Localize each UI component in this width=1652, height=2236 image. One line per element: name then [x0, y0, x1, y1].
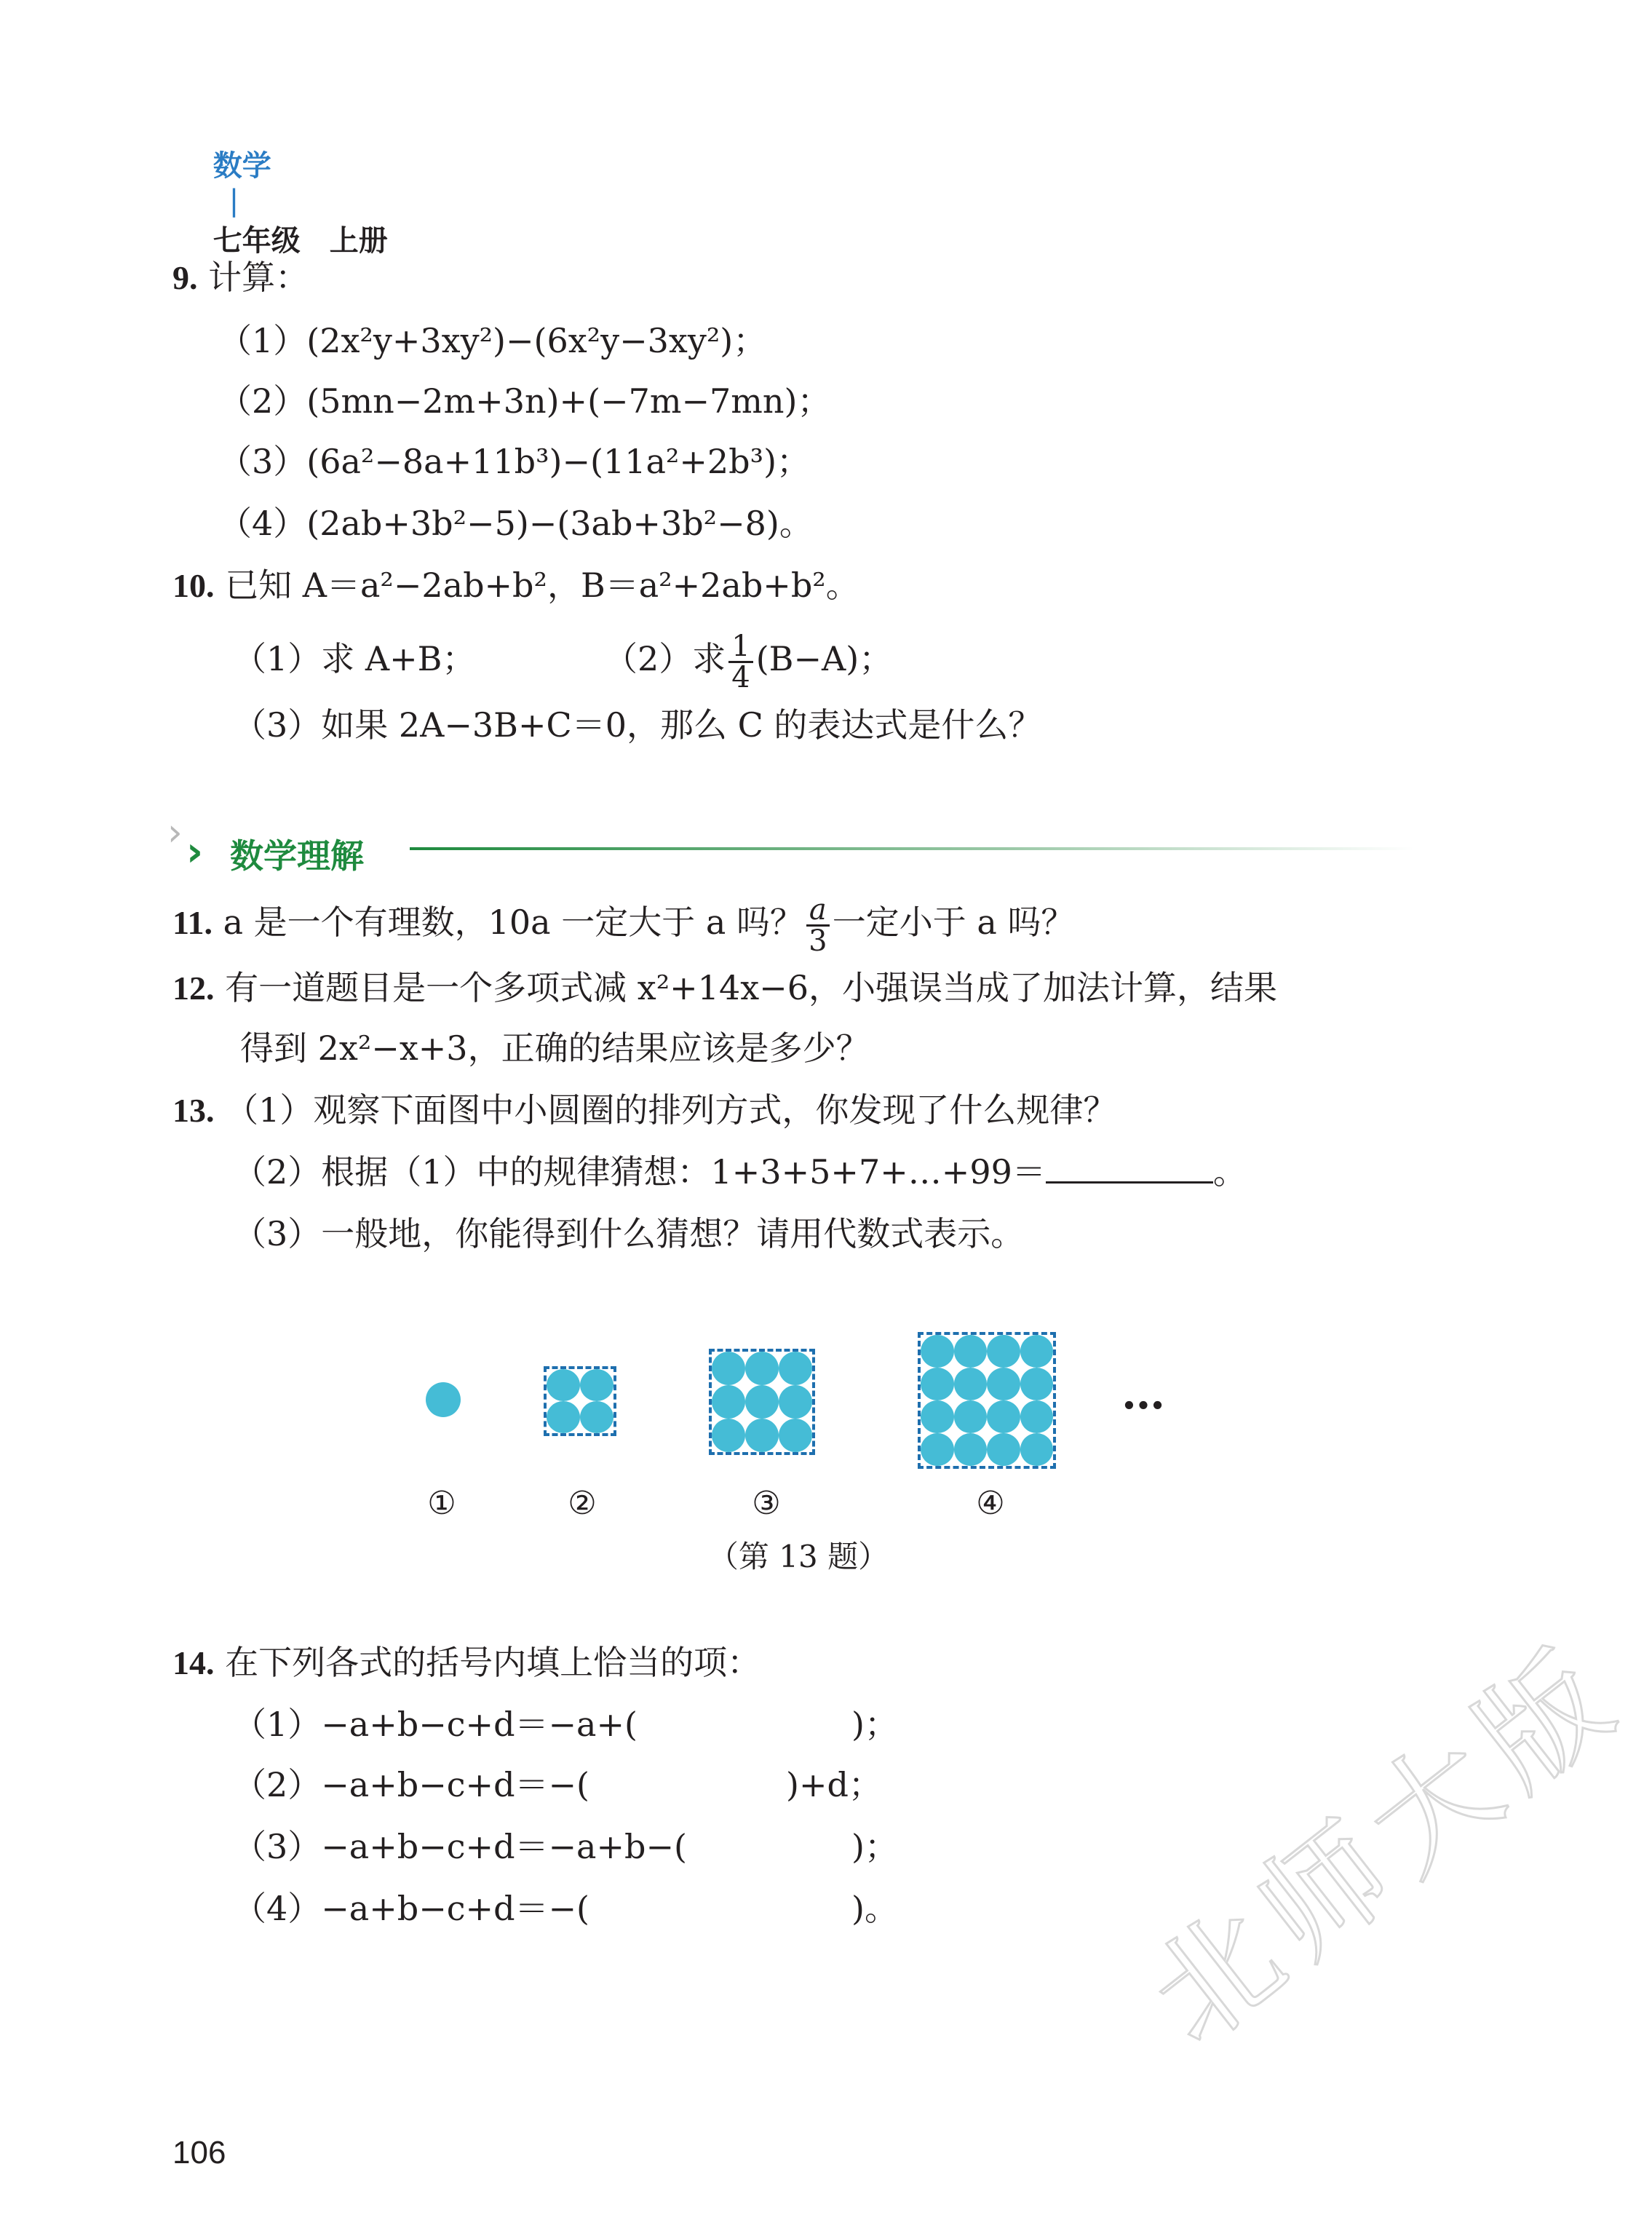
- question-9-item: （3）(6a²−8a+11b³)−(11a²+2b³)；: [218, 442, 811, 481]
- circle: [779, 1385, 812, 1419]
- circle: [954, 1368, 988, 1400]
- circle: [1020, 1368, 1054, 1400]
- circle: [712, 1352, 745, 1385]
- question-9-item: （2）(5mn−2m+3n)+(−7m−7mn)；: [218, 381, 831, 421]
- question-10-part-3: （3）如果 2A−3B+C＝0，那么 C 的表达式是什么？: [233, 705, 1042, 745]
- circle-pattern-3: [709, 1349, 815, 1455]
- circle-pattern-2: [544, 1366, 616, 1436]
- circle: [987, 1433, 1020, 1466]
- question-14-item-end: )+d；: [786, 1765, 882, 1804]
- fraction: $\frac{a}{3}$: [806, 895, 830, 956]
- chevron-green-icon: ›: [186, 828, 204, 876]
- question-11: 11. a 是一个有理数，10a 一定大于 a 吗？ $\frac{a}{3}$ 一定小于 a 吗？: [172, 892, 1075, 958]
- section-divider: [410, 847, 1414, 850]
- figure-caption: （第 13 题）: [707, 1539, 889, 1574]
- circle: [921, 1368, 954, 1400]
- circle: [580, 1401, 613, 1433]
- figure-label: ④: [976, 1485, 1005, 1522]
- circle: [1020, 1335, 1054, 1368]
- question-14-item-end: )。: [851, 1889, 898, 1928]
- circle-pattern-4: [918, 1332, 1056, 1469]
- figure-label: ③: [752, 1485, 781, 1522]
- answer-blank[interactable]: [1046, 1152, 1213, 1184]
- circle: [954, 1400, 988, 1433]
- question-9-title: 9. 计算：: [172, 258, 309, 297]
- circle: [954, 1433, 988, 1466]
- question-13-part-3: （3）一般地，你能得到什么猜想？请用代数式表示。: [233, 1214, 1025, 1253]
- circle: [1020, 1400, 1054, 1433]
- question-10-part-1: （1）求 A+B；: [233, 639, 476, 678]
- circle: [921, 1400, 954, 1433]
- question-9-item: （4）(2ab+3b²−5)−(3ab+3b²−8)。: [218, 504, 813, 543]
- question-14-item: （4）−a+b−c+d＝−(: [233, 1889, 590, 1928]
- page-number: 106: [172, 2135, 226, 2170]
- header-separator: |: [229, 184, 239, 218]
- question-14-item-end: )；: [851, 1705, 898, 1744]
- circle: [1020, 1433, 1054, 1466]
- figure-label: ②: [568, 1485, 597, 1522]
- circle: [954, 1335, 988, 1368]
- section-title: 数学理解: [230, 836, 364, 876]
- circle: [580, 1369, 613, 1401]
- grade-volume: 七年级 上册: [213, 224, 388, 258]
- question-12-line-2: 得到 2x²−x+3，正确的结果应该是多少？: [240, 1028, 870, 1068]
- question-14-title: 14. 在下列各式的括号内填上恰当的项：: [172, 1643, 761, 1682]
- circle: [745, 1352, 779, 1385]
- question-12-line-1: 12. 有一道题目是一个多项式减 x²+14x−6，小强误当成了加法计算，结果: [172, 968, 1277, 1007]
- circle: [712, 1419, 745, 1452]
- circle: [987, 1335, 1020, 1368]
- question-14-item-end: )；: [851, 1827, 898, 1866]
- question-10-part-2: （2）求 $\frac{1}{4}$ (B−A)；: [604, 629, 893, 694]
- question-10-title: 10. 已知 A＝a²−2ab+b²，B＝a²+2ab+b²。: [172, 566, 859, 605]
- circle: [921, 1335, 954, 1368]
- circle: [745, 1419, 779, 1452]
- circle: [987, 1400, 1020, 1433]
- question-14-item: （3）−a+b−c+d＝−a+b−(: [233, 1827, 687, 1866]
- circle: [779, 1419, 812, 1452]
- question-9-item: （1）(2x²y+3xy²)−(6x²y−3xy²)；: [218, 321, 767, 360]
- subject-title: 数学: [213, 149, 271, 183]
- figure-label: ①: [427, 1485, 456, 1522]
- question-14-item: （2）−a+b−c+d＝−(: [233, 1765, 590, 1804]
- circle: [745, 1385, 779, 1419]
- fraction: $\frac{1}{4}$: [728, 632, 752, 692]
- circle: [547, 1401, 580, 1433]
- question-14-item: （1）−a+b−c+d＝−a+(: [233, 1705, 638, 1744]
- circle: [547, 1369, 580, 1401]
- circle: [987, 1368, 1020, 1400]
- circle-pattern-1: [426, 1382, 461, 1417]
- question-13-part-2: （2）根据（1）中的规律猜想：1+3+5+7+…+99＝ 。: [233, 1152, 1247, 1192]
- circle: [921, 1433, 954, 1466]
- circle: [712, 1385, 745, 1419]
- ellipsis: …: [1121, 1368, 1165, 1419]
- chevron-gray-icon: ›: [167, 811, 183, 855]
- question-13-part-1: 13. （1）观察下面图中小圆圈的排列方式，你发现了什么规律？: [172, 1090, 1117, 1130]
- circle: [779, 1352, 812, 1385]
- publisher-watermark: 北师大版: [1124, 1617, 1648, 2072]
